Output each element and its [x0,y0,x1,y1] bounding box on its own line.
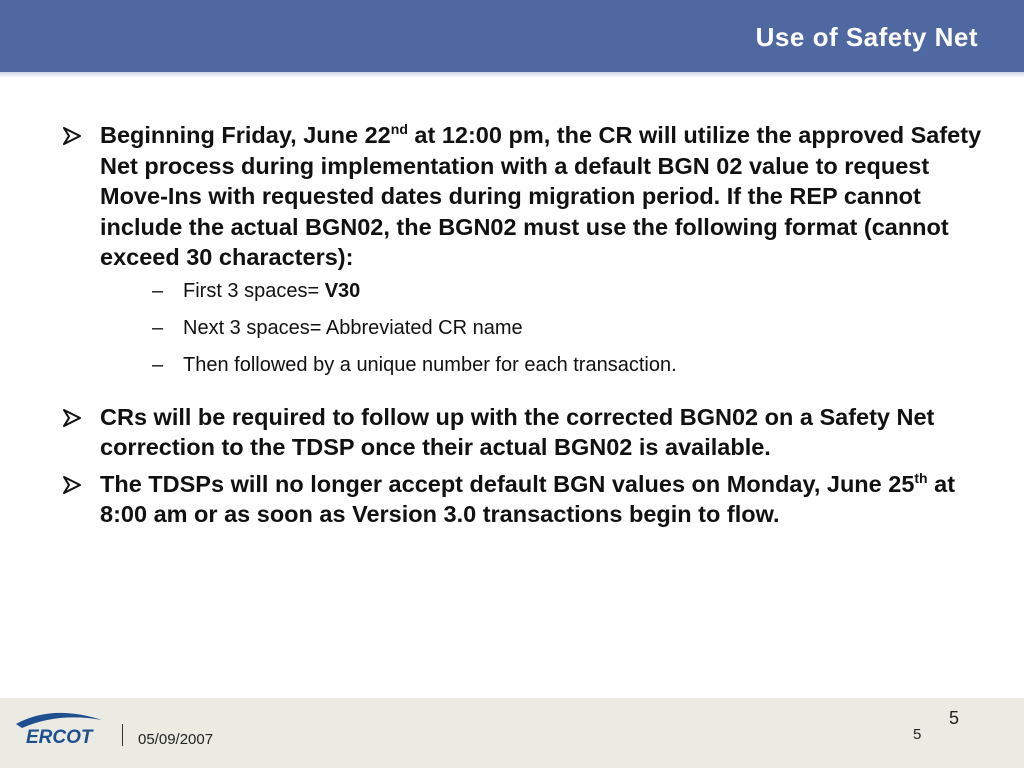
bullet-superscript: th [914,469,928,486]
bullet-item [62,120,982,377]
bullet-text: CRs will be required to follow up with the corrected BGN02 on a Safety Net correction to the TDSP once their actual BGN02 is available. [100,403,935,460]
sub-bullet-text: First 3 spaces= [183,279,325,302]
slide-body [62,120,982,530]
bullet-text-continued: at 8:00 am or as soon as Version 3.0 transactions begin to flow. [100,470,956,527]
footer-divider [122,724,123,746]
sub-bullet-text: Then followed by a unique number for each transaction. [183,353,677,376]
bullet-superscript: nd [390,121,408,138]
bullet-item [62,402,982,463]
ercot-logo-icon [12,706,104,748]
title-bar [0,0,1024,72]
bullet-item [62,469,982,530]
dash-bullet-icon: – [152,353,164,376]
bullet-text-continued: at 12:00 pm, the CR will utilize the approved Safety Net process during implementation with a default BGN 02 value to request Move-Ins with requested dates during migration period. If the REP cannot include the actual BGN02, the BGN02 must use the following format (cannot exceed 30 characters): [100,122,982,270]
logo-text: ERCOT [26,727,93,748]
arrow-bullet-icon [62,126,82,146]
dash-bullet-icon: – [152,316,164,339]
sub-bullet-item [100,353,982,377]
bullet-text: The TDSPs will no longer accept default BGN values on Monday, June 25 [100,470,915,497]
bullet-text: Beginning Friday, June 22 [100,122,391,148]
arrow-bullet-icon [62,475,82,495]
page-number: 5 [949,708,960,728]
page-number-footer: 5 [913,726,922,743]
sub-bullet-value: V30 [324,279,361,302]
slide-title: Use of Safety Net [755,22,978,52]
footer-date: 05/09/2007 [138,731,214,748]
title-bar-shadow [0,72,1024,78]
sub-bullet-list [100,279,982,377]
sub-bullet-item [100,316,982,340]
dash-bullet-icon: – [152,279,164,302]
sub-bullet-text: Next 3 spaces= Abbreviated CR name [183,316,523,339]
sub-bullet-item [100,279,982,303]
arrow-bullet-icon [62,408,82,428]
